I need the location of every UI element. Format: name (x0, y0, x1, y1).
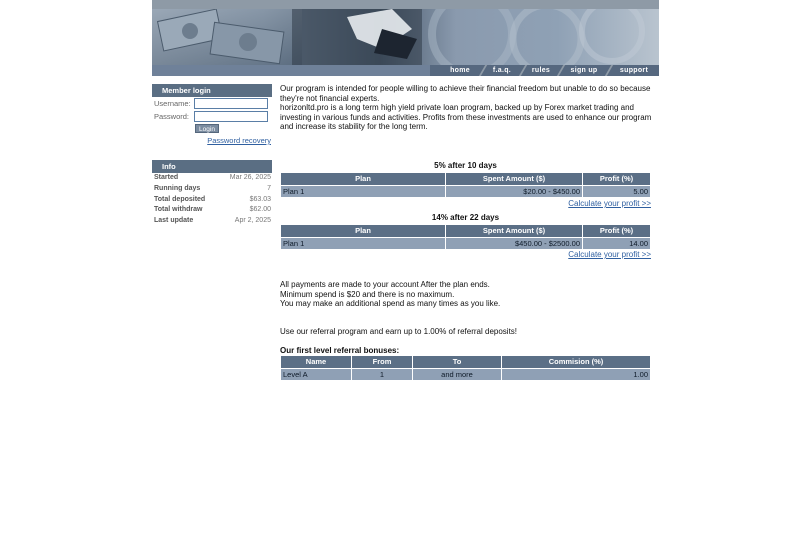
payments-info (280, 280, 652, 309)
intro-text-2: horizonltd.pro is a long term high yield private loan program, backed up by Forex market trading and investing in various funds and activities. Profits from these investments are used to enhance our program and increase its stability for the long term. (280, 103, 652, 131)
referral-table (280, 355, 651, 381)
info-row-started (154, 173, 271, 183)
referral-text: Use our referral program and earn up to 1.00% of referral deposits! (280, 327, 518, 336)
info-row-last-update (154, 216, 271, 226)
login-button[interactable]: Login (195, 124, 219, 133)
nav-home[interactable]: home (450, 67, 470, 74)
referral-header-commission: Commision (%) (502, 356, 651, 369)
header-top-bar (152, 0, 659, 9)
nav-rules[interactable]: rules (531, 67, 551, 74)
table-row (281, 369, 651, 381)
intro-text-1: Our program is intended for people willing to achieve their financial freedom but unable to do so because they're not financial experts. (280, 84, 651, 103)
info-key: Last update (154, 217, 194, 224)
referral-title: Our first level referral bonuses: (280, 346, 400, 355)
referral-level-name: Level A (281, 369, 352, 381)
page-wrapper (152, 0, 659, 379)
payments-line: You may make an additional spend as many times as you like. (280, 299, 501, 308)
info-row-running-days (154, 184, 271, 194)
info-value: 7 (267, 185, 271, 192)
plan-header-amount: Spent Amount ($) (446, 173, 583, 186)
referral-header-from: From (352, 356, 413, 369)
info-value: $62.00 (249, 206, 271, 213)
nav-faq[interactable]: f.a.q. (492, 67, 512, 74)
referral-header-name: Name (281, 356, 352, 369)
plan-amount: $450.00 - $2500.00 (446, 238, 583, 250)
payments-line: All payments are made to your account After the plan ends. (280, 280, 490, 289)
plan-profit: 5.00 (583, 186, 651, 198)
info-value: Mar 26, 2025 (229, 174, 271, 181)
info-row-total-deposited (154, 195, 271, 205)
plan-table (280, 172, 651, 198)
plan-header-amount: Spent Amount ($) (446, 225, 583, 238)
info-key: Running days (154, 185, 201, 192)
password-recovery-link[interactable]: Password recovery (207, 136, 271, 145)
info-header: Info (152, 160, 272, 173)
nav-support[interactable]: support (619, 67, 649, 74)
info-key: Total deposited (154, 196, 206, 203)
info-key: Total withdraw (154, 206, 203, 213)
plan-name: Plan 1 (281, 186, 446, 198)
table-row (281, 186, 651, 198)
password-input[interactable] (194, 111, 268, 122)
info-value: $63.03 (249, 196, 271, 203)
main-nav (152, 65, 659, 76)
plan-name: Plan 1 (281, 238, 446, 250)
table-row (281, 238, 651, 250)
main-content (280, 84, 652, 379)
info-value: Apr 2, 2025 (234, 217, 271, 224)
calculate-profit-link[interactable]: Calculate your profit >> (568, 199, 651, 208)
site-header (152, 0, 659, 76)
payments-line: Minimum spend is $20 and there is no maximum. (280, 289, 455, 299)
referral-to: and more (413, 369, 502, 381)
username-input[interactable] (194, 98, 268, 109)
calculate-profit-link[interactable]: Calculate your profit >> (568, 250, 651, 259)
plan-header-profit: Profit (%) (583, 225, 651, 238)
plan-header-plan: Plan (281, 225, 446, 238)
plan-profit: 14.00 (583, 238, 651, 250)
plan-header-profit: Profit (%) (583, 173, 651, 186)
plan-title: 5% after 10 days (434, 161, 497, 170)
info-key: Started (154, 174, 179, 181)
referral-header-to: To (413, 356, 502, 369)
member-login-header: Member login (152, 84, 272, 97)
referral-from: 1 (352, 369, 413, 381)
password-label: Password: (154, 112, 190, 121)
plan-table (280, 224, 651, 250)
info-row-total-withdraw (154, 205, 271, 215)
plan-title: 14% after 22 days (431, 213, 500, 222)
plan-header-plan: Plan (281, 173, 446, 186)
nav-signup[interactable]: sign up (570, 67, 598, 74)
header-banner-image (152, 9, 659, 65)
referral-commission: 1.00 (502, 369, 651, 381)
plan-amount: $20.00 - $450.00 (446, 186, 583, 198)
username-label: Username: (154, 99, 191, 108)
